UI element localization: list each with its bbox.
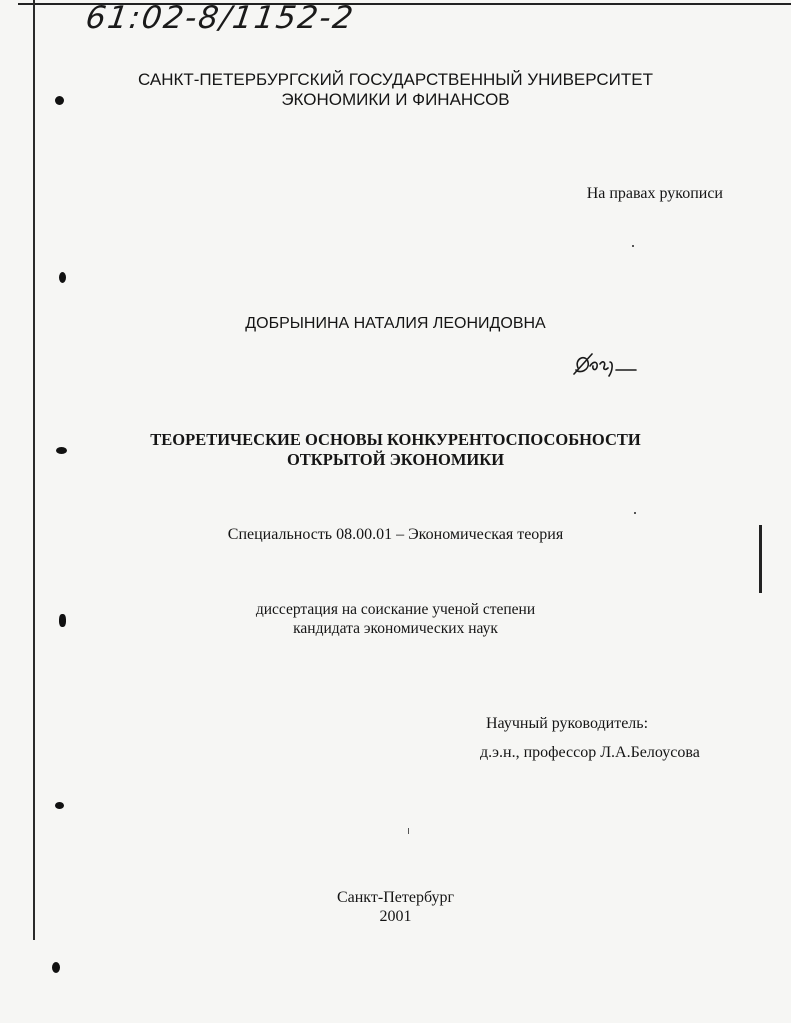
punch-hole-mark <box>55 802 64 809</box>
advisor-name: д.э.н., профессор Л.А.Белоусова <box>480 744 700 761</box>
scan-speck <box>408 828 409 834</box>
scan-speck <box>632 245 634 247</box>
place: Санкт-Петербург <box>336 889 455 906</box>
signature-image <box>570 348 640 380</box>
degree-line-1: диссертация на соискание ученой степени <box>255 601 536 618</box>
title-line-1: ТЕОРЕТИЧЕСКИЕ ОСНОВЫ КОНКУРЕНТОСПОСОБНОСТИ <box>150 430 641 449</box>
specialty-line: Специальность 08.00.01 – Экономическая теория <box>227 526 564 543</box>
university-line-1: САНКТ-ПЕТЕРБУРГСКИЙ ГОСУДАРСТВЕННЫЙ УНИВЕРСИТЕТ <box>137 70 654 89</box>
scan-speck <box>634 512 636 514</box>
university-line-2: ЭКОНОМИКИ И ФИНАНСОВ <box>281 90 510 109</box>
punch-hole-mark <box>52 962 60 973</box>
dissertation-title <box>0 430 791 470</box>
punch-hole-mark <box>59 272 66 283</box>
year: 2001 <box>379 908 412 925</box>
title-line-2: ОТКРЫТОЙ ЭКОНОМИКИ <box>286 450 505 469</box>
author-name: ДОБРЫНИНА НАТАЛИЯ ЛЕОНИДОВНА <box>245 315 546 332</box>
degree-statement <box>0 600 791 638</box>
stamp-number: 61:02-8/1152-2 <box>83 0 358 36</box>
advisor-label: Научный руководитель: <box>486 715 649 732</box>
scan-left-edge <box>33 0 35 940</box>
degree-line-2: кандидата экономических наук <box>293 620 498 637</box>
manuscript-note: На правах рукописи <box>586 185 723 202</box>
place-and-year <box>0 888 791 926</box>
university-header <box>0 70 791 110</box>
